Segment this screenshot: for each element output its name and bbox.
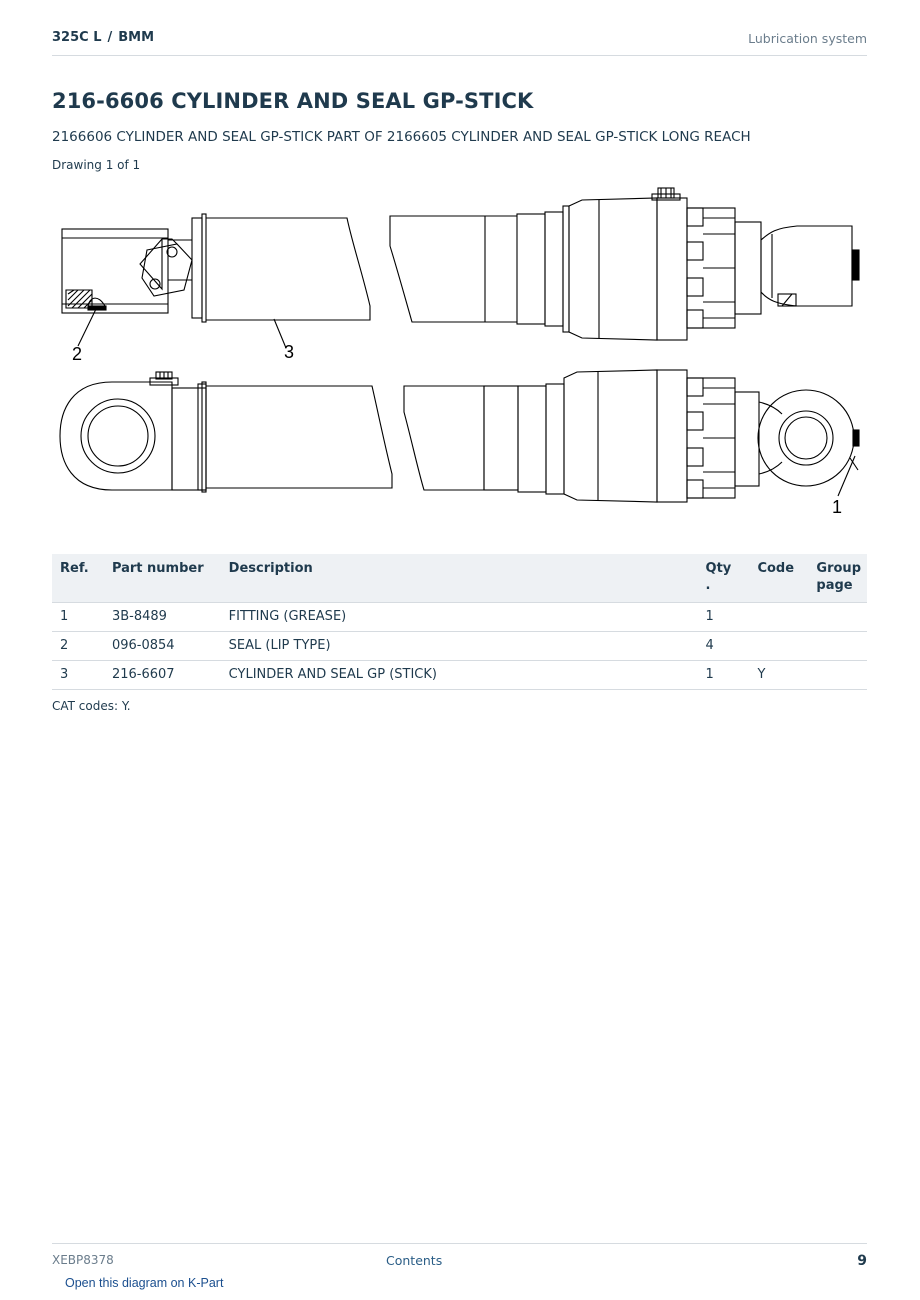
- header-code: Code: [749, 554, 808, 603]
- header-ref: Ref.: [52, 554, 104, 603]
- machine-model: [52, 30, 154, 45]
- leader-line-2: [78, 309, 96, 346]
- section-name: Lubrication system: [748, 31, 867, 46]
- cell-code: [749, 603, 808, 632]
- header-description: Description: [221, 554, 698, 603]
- cell-description: SEAL (LIP TYPE): [221, 632, 698, 661]
- cell-code: [749, 632, 808, 661]
- cell-part-number: 216-6607: [104, 661, 221, 690]
- model-name: 325C L: [52, 30, 102, 45]
- table-header-row: [52, 554, 867, 603]
- drawing-count: Drawing 1 of 1: [52, 158, 141, 172]
- bottom-view: [60, 370, 859, 502]
- header-part-number: Part number: [104, 554, 221, 603]
- table-row: [52, 632, 867, 661]
- header-qty-dot: .: [705, 578, 711, 593]
- callout-3: 3: [284, 342, 295, 362]
- header-group-text: Group: [816, 561, 861, 576]
- cell-ref: 3: [52, 661, 104, 690]
- parts-table: [52, 554, 867, 690]
- cell-ref: 1: [52, 603, 104, 632]
- header-group-page: [808, 554, 867, 603]
- leader-line-1: [838, 456, 855, 496]
- serial-prefix: BMM: [118, 30, 155, 45]
- cell-description: FITTING (GREASE): [221, 603, 698, 632]
- cell-qty: 4: [698, 632, 750, 661]
- document-id: XEBP8378: [52, 1253, 114, 1267]
- cell-description: CYLINDER AND SEAL GP (STICK): [221, 661, 698, 690]
- table-row: [52, 661, 867, 690]
- page-number: 9: [857, 1253, 867, 1269]
- cell-qty: 1: [698, 603, 750, 632]
- open-in-kpart-link[interactable]: Open this diagram on K-Part: [65, 1276, 224, 1290]
- table-row: [52, 603, 867, 632]
- cell-code: Y: [749, 661, 808, 690]
- parts-diagram: [52, 182, 867, 532]
- cat-codes-note: CAT codes: Y.: [52, 699, 131, 713]
- cell-part-number: 096-0854: [104, 632, 221, 661]
- callout-1: 1: [832, 497, 843, 517]
- cell-part-number: 3B-8489: [104, 603, 221, 632]
- header-qty-text: Qty: [705, 561, 732, 576]
- contents-link[interactable]: Contents: [386, 1253, 443, 1268]
- page-footer: [52, 1243, 867, 1274]
- cell-group-page: [808, 661, 867, 690]
- callout-2: 2: [72, 344, 83, 364]
- header-page-text: page: [816, 578, 853, 593]
- header-separator: /: [107, 30, 113, 45]
- header-qty: [698, 554, 750, 603]
- cell-group-page: [808, 632, 867, 661]
- page-title: 216-6606 CYLINDER AND SEAL GP-STICK: [52, 89, 534, 113]
- cell-group-page: [808, 603, 867, 632]
- cell-ref: 2: [52, 632, 104, 661]
- cell-qty: 1: [698, 661, 750, 690]
- page-subtitle: 2166606 CYLINDER AND SEAL GP-STICK PART OF 2166605 CYLINDER AND SEAL GP-STICK LONG REACH: [52, 129, 751, 145]
- top-view: [62, 188, 859, 340]
- page-header: [52, 28, 867, 56]
